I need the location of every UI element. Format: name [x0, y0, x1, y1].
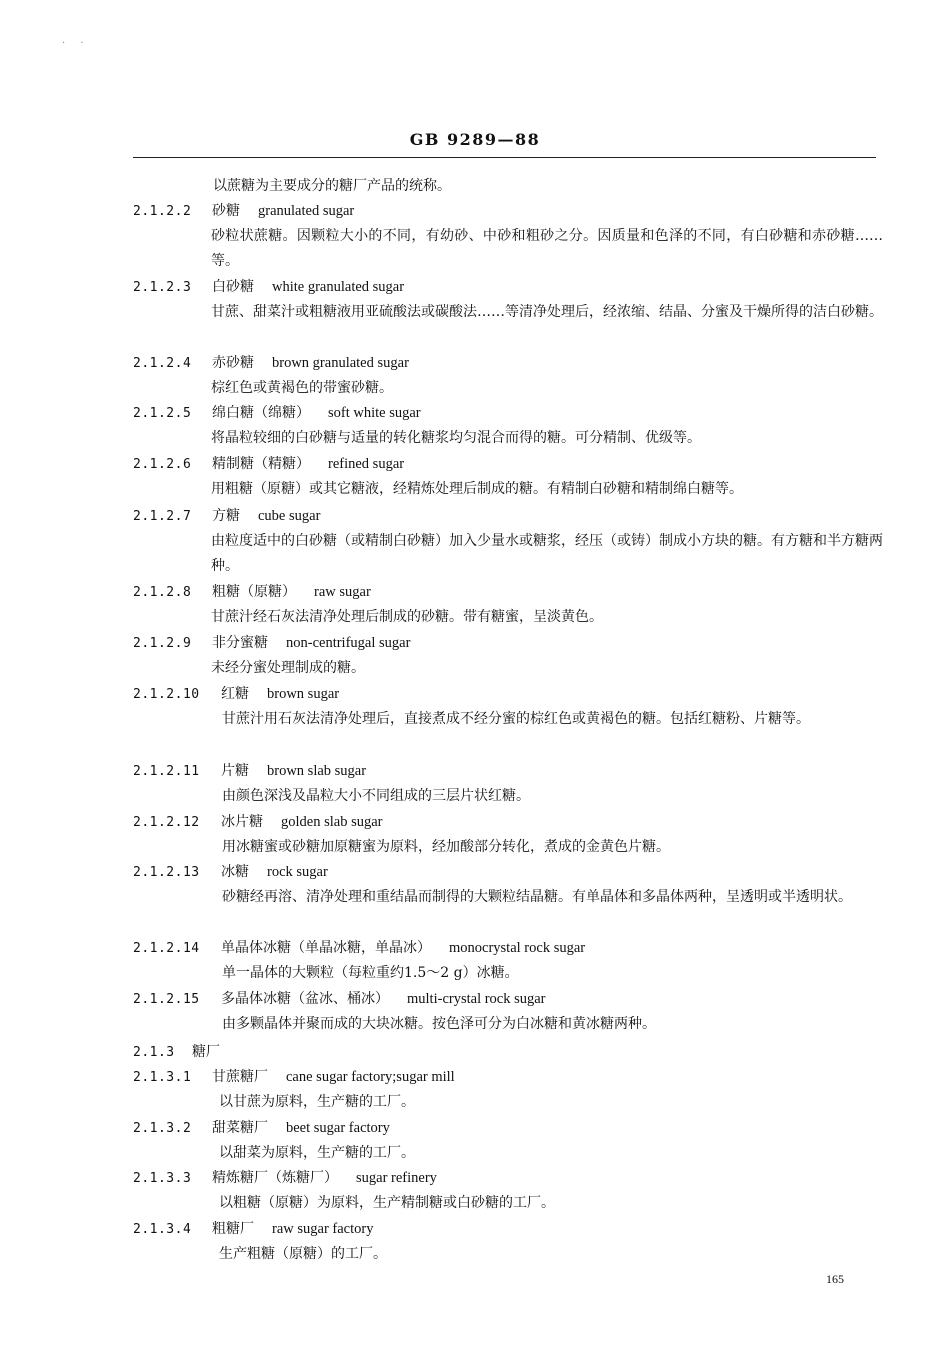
entry-term-en: white granulated sugar — [272, 279, 405, 295]
entry-term-en: raw sugar — [314, 584, 371, 600]
entry-number: 2.1.2.7 — [133, 509, 192, 524]
entry-definition: 以甜菜为原料，生产糖的工厂。 — [219, 1145, 415, 1161]
entry-term-zh: 精炼糖厂（炼糖厂） — [212, 1170, 338, 1186]
entry-term-zh: 多晶体冰糖（盆冰、桶冰） — [221, 991, 389, 1007]
entry-definition: 生产粗糖（原糖）的工厂。 — [219, 1246, 387, 1262]
entry-term-en: cube sugar — [258, 508, 321, 524]
entry-definition: 甘蔗汁用石灰法清净处理后，直接煮成不经分蜜的棕红色或黄褐色的糖。包括红糖粉、片糖等。 — [222, 711, 810, 727]
entry-term-zh: 冰片糖 — [221, 814, 263, 830]
entry-term-zh: 单晶体冰糖（单晶冰糖，单晶冰） — [221, 940, 431, 956]
entry-number: 2.1.2.5 — [133, 406, 192, 421]
entry-definition: 用冰糖蜜或砂糖加原糖蜜为原料，经加酸部分转化，煮成的金黄色片糖。 — [222, 839, 670, 855]
entry-term-zh: 粗糖厂 — [212, 1221, 254, 1237]
entry-term-en: cane sugar factory;sugar mill — [286, 1069, 455, 1085]
entry-definition: 甘蔗汁经石灰法清净处理后制成的砂糖。带有糖蜜，呈淡黄色。 — [211, 609, 603, 625]
entry-definition: 以甘蔗为原料，生产糖的工厂。 — [219, 1094, 415, 1110]
entry — [133, 860, 883, 910]
entry-term-zh: 精制糖（精糖） — [212, 456, 310, 472]
entry — [133, 987, 883, 1037]
entry-definition: 用粗糖（原糖）或其它糖液，经精炼处理后制成的糖。有精制白砂糖和精制绵白糖等。 — [211, 481, 743, 497]
entry — [133, 275, 883, 325]
entry — [133, 504, 883, 579]
entry-definition: 甘蔗、甜菜汁或粗糖液用亚硫酸法或碳酸法……等清净处理后，经浓缩、结晶、分蜜及干燥所得的洁白砂糖。 — [211, 304, 883, 320]
entry-definition: 将晶粒较细的白砂糖与适量的转化糖浆均匀混合而得的糖。可分精制、优级等。 — [211, 430, 701, 446]
standard-code-header: GB 9289—88 — [409, 130, 541, 149]
entry — [133, 759, 883, 809]
intro-text: 以蔗糖为主要成分的糖厂产品的统称。 — [213, 178, 451, 194]
entry — [133, 452, 883, 502]
entry — [133, 580, 883, 630]
entry-number: 2.1.2.14 — [133, 941, 200, 956]
entry-term-zh: 赤砂糖 — [212, 355, 254, 371]
entry-definition: 以粗糖（原糖）为原料，生产精制糖或白砂糖的工厂。 — [219, 1195, 555, 1211]
section-title: 糖厂 — [192, 1044, 220, 1060]
entry — [133, 810, 883, 860]
entry-term-en: refined sugar — [328, 456, 405, 472]
entry — [133, 682, 883, 732]
entry-number: 2.1.3.2 — [133, 1121, 192, 1136]
entry-number: 2.1.2.8 — [133, 585, 192, 600]
entry — [133, 1217, 883, 1267]
entry-number: 2.1.2.12 — [133, 815, 200, 830]
entry-term-zh: 方糖 — [212, 508, 240, 524]
section-number: 2.1.3 — [133, 1045, 175, 1060]
entry-term-en: brown granulated sugar — [272, 355, 409, 371]
entry-number: 2.1.2.10 — [133, 687, 200, 702]
entry-term-en: soft white sugar — [328, 405, 421, 421]
page-number: 165 — [826, 1272, 844, 1286]
entry-term-zh: 红糖 — [221, 686, 249, 702]
entry — [133, 401, 883, 451]
entry-number: 2.1.2.9 — [133, 636, 192, 651]
entry-term-en: beet sugar factory — [286, 1120, 390, 1136]
entry-definition: 棕红色或黄褐色的带蜜砂糖。 — [211, 380, 393, 396]
entry — [133, 1166, 883, 1216]
entry — [133, 631, 883, 681]
entry-term-en: brown slab sugar — [267, 763, 367, 779]
entry-term-zh: 绵白糖（绵糖） — [212, 405, 310, 421]
entry-term-en: sugar refinery — [356, 1170, 437, 1186]
entry-term-en: golden slab sugar — [281, 814, 383, 830]
entry-term-zh: 甜菜糖厂 — [212, 1120, 268, 1136]
entry — [133, 199, 883, 274]
entry-term-zh: 非分蜜糖 — [212, 635, 268, 651]
entry-number: 2.1.2.6 — [133, 457, 192, 472]
section-heading — [133, 1040, 883, 1065]
entry-term-zh: 白砂糖 — [212, 279, 254, 295]
entry-term-en: multi-crystal rock sugar — [407, 991, 546, 1007]
entry — [133, 1065, 883, 1115]
entry-term-en: brown sugar — [267, 686, 340, 702]
entry-term-zh: 冰糖 — [221, 864, 249, 880]
entry-term-en: rock sugar — [267, 864, 328, 880]
entry-definition: 砂糖经再溶、清净处理和重结晶而制得的大颗粒结晶糖。有单晶体和多晶体两种，呈透明或半透明状。 — [222, 889, 852, 905]
header-rule — [133, 157, 876, 158]
entry-definition: 由多颗晶体并聚而成的大块冰糖。按色泽可分为白冰糖和黄冰糖两种。 — [222, 1016, 656, 1032]
entry-term-zh: 砂糖 — [212, 203, 240, 219]
entry-term-zh: 甘蔗糖厂 — [212, 1069, 268, 1085]
entry-number: 2.1.3.3 — [133, 1171, 192, 1186]
entry — [133, 1116, 883, 1166]
entry — [133, 351, 883, 401]
entry-definition: 由粒度适中的白砂糖（或精制白砂糖）加入少量水或糖浆，经压（或铸）制成小方块的糖。有方糖和半方糖两种。 — [211, 533, 883, 574]
corner-marks: · · — [62, 38, 90, 49]
entry-definition: 单一晶体的大颗粒（每粒重约1.5～2 g）冰糖。 — [222, 965, 519, 981]
entry-number: 2.1.3.4 — [133, 1222, 192, 1237]
entry-definition: 砂粒状蔗糖。因颗粒大小的不同，有幼砂、中砂和粗砂之分。因质量和色泽的不同，有白砂糖和赤砂糖……等。 — [211, 228, 883, 269]
entry-definition: 由颜色深浅及晶粒大小不同组成的三层片状红糖。 — [222, 788, 530, 804]
entry-term-en: granulated sugar — [258, 203, 355, 219]
entry-term-en: non-centrifugal sugar — [286, 635, 411, 651]
entry-number: 2.1.2.15 — [133, 992, 200, 1007]
entry-definition: 未经分蜜处理制成的糖。 — [211, 660, 365, 676]
entry-number: 2.1.2.2 — [133, 204, 192, 219]
entry-number: 2.1.2.11 — [133, 764, 200, 779]
entry-term-zh: 片糖 — [221, 763, 249, 779]
entry-number: 2.1.2.13 — [133, 865, 200, 880]
entry-number: 2.1.2.4 — [133, 356, 192, 371]
entry-term-en: monocrystal rock sugar — [449, 940, 586, 956]
entry-term-zh: 粗糖（原糖） — [212, 584, 296, 600]
entry-term-en: raw sugar factory — [272, 1221, 374, 1237]
entry-number: 2.1.3.1 — [133, 1070, 192, 1085]
entry-number: 2.1.2.3 — [133, 280, 192, 295]
entry — [133, 936, 883, 986]
